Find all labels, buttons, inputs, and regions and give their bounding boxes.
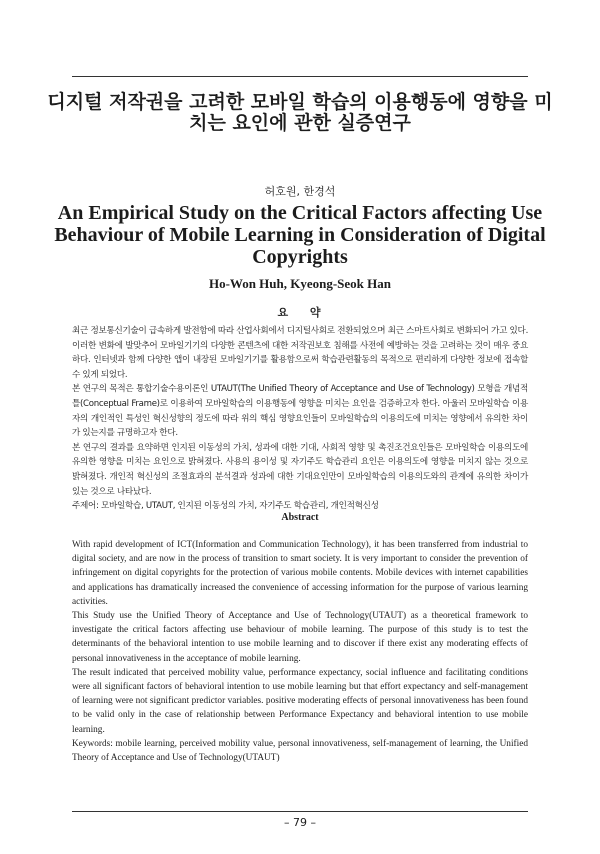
page-number: – 79 – xyxy=(284,816,316,829)
bottom-rule xyxy=(72,811,528,812)
korean-abstract-paragraph: 최근 정보통신기술이 급속하게 발전함에 따라 산업사회에서 디지털사회로 전환되었으며 최근 스마트사회로 변화되어 가고 있다. 이러한 변화에 발맞추어 모바일기기의 다양한 콘텐츠에 대한 저작권보호 침해를 사전에 예방하는 것을 고려하는 것이 매우 중요하다. 인터넷과 함께 다양한 앱이 내장된 모바일기기를 활용함으로써 학습관련활동의 목적으로 편리하게 다양한 정보에 접속할 수 있게 되었다. xyxy=(72,326,528,380)
english-keywords: Keywords: mobile learning, perceived mobility value, personal innovativeness, self-management of learning, the Unified Theory of Acceptance and Use of Technology(UTAUT) xyxy=(72,738,528,764)
korean-authors: 허호원, 한경석 xyxy=(264,185,336,198)
english-abstract-heading: Abstract xyxy=(281,512,319,523)
korean-abstract-body xyxy=(72,324,528,514)
english-abstract-paragraph: With rapid development of ICT(Information and Communication Technology), it has been transferred from industrial to digital society, and are now in the process of transition to smart society. It is very important to consider the prevention of infringement on digital copyrights for the protection of various mobile contents. Mobile devices with internet capabilities and applications has dramatically increased the convenience of accessing information for the purpose of various learning activities. xyxy=(72,540,528,607)
korean-title: 디지털 저작권을 고려한 모바일 학습의 이용행동에 영향을 미치는 요인에 관한 실증연구 xyxy=(47,91,553,134)
korean-abstract-paragraph: 본 연구의 목적은 통합기술수용이론인 UTAUT(The Unified Theory of Acceptance and Use of Technology) 모형을 개념적 틀(Conceptual Frame)로 이용하여 모바일학습의 이용행동에 영향을 미치는 요인을 검증하고자 한다. 아울러 모바일학습 이용자의 개인적인 특성인 혁신성향의 정도에 따라 위의 핵심 영향요인들이 모바일학습의 이용의도에 미치는 영향에서 유의한 차이가 있는지를 규명하고자 한다. xyxy=(72,384,528,439)
english-abstract-paragraph: The result indicated that perceived mobility value, performance expectancy, social influence and facilitating conditions were all significant factors of behavioral intention to use mobile learning but that effort expectancy and self-management of learning were not significant predictor variables. positive moderating effects of personal innovativeness has been found to be valid only in the case of relationship between Performance Expectancy and behavioral intention to use mobile learning. xyxy=(72,667,528,735)
english-title: An Empirical Study on the Critical Factors affecting Use Behaviour of Mobile Learning in Consideration of Digital Copyrights xyxy=(54,202,546,268)
korean-keywords: 주제어: 모바일학습, UTAUT, 인지된 이동성의 가치, 자기주도 학습관리, 개인적혁신성 xyxy=(72,501,379,512)
english-abstract-body xyxy=(72,538,528,765)
english-authors: Ho-Won Huh, Kyeong-Seok Han xyxy=(208,276,392,291)
english-abstract-paragraph: This Study use the Unified Theory of Acceptance and Use of Technology(UTAUT) as a theoretical framework to investigate the critical factors affecting use behaviour of mobile learning. The purpose of this study is to test the determinants of the behavioral intention to use mobile learning and to discover if there exist any moderating effects of personal innovativeness in the acceptance of mobile learning. xyxy=(72,611,528,664)
korean-abstract-heading: 요 약 xyxy=(277,306,323,319)
korean-abstract-paragraph: 본 연구의 결과를 요약하면 인지된 이동성의 가치, 성과에 대한 기대, 사회적 영향 및 촉진조건요인들은 모바일학습 이용의도에 유의한 영향을 미치는 요인으로 밝혀졌다. 사용의 용이성 및 자기주도 학습관리 요인은 이용의도에 영향을 미치지 않는 것으로 밝혀졌다. 개인적 혁신성의 조절효과의 분석결과 성과에 대한 기대요인만이 모바일학습의 이용의도와의 관계에 유의한 차이가 있는 것으로 나타났다. xyxy=(72,442,528,497)
top-rule xyxy=(72,76,528,77)
